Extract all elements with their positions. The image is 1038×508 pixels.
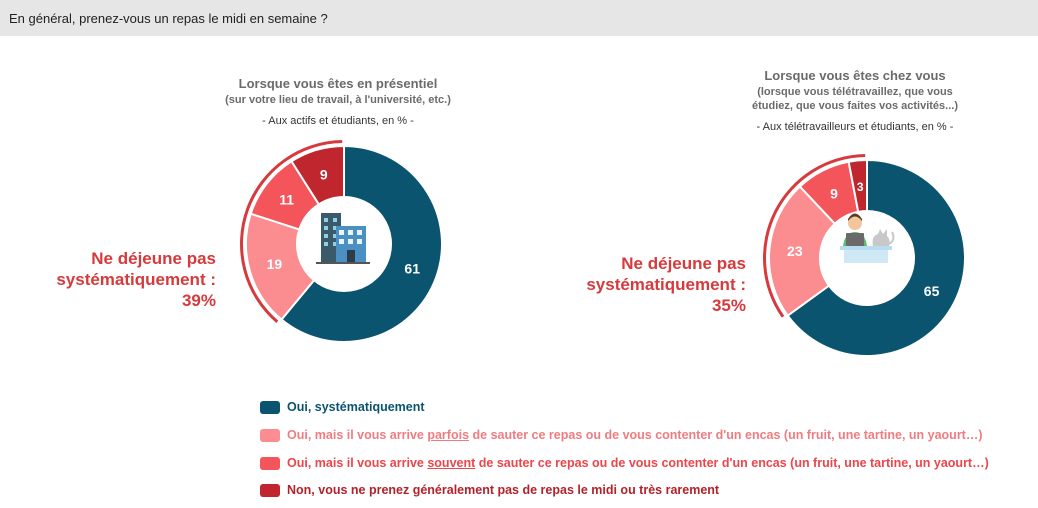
legend-swatch-non: [260, 484, 280, 497]
legend-swatch-parfois: [260, 429, 280, 442]
panel-1-callout-line2: systématiquement :: [56, 270, 216, 289]
panel-2-callout-line2: systématiquement :: [586, 275, 746, 294]
legend-swatch-oui: [260, 401, 280, 414]
panel-2-note: - Aux télétravailleurs et étudiants, en % -: [756, 121, 954, 133]
question-text: En général, prenez-vous un repas le midi en semaine ?: [9, 11, 328, 26]
donut-2-label-souvent: 9: [830, 185, 838, 202]
panel-1-subtitle: (sur votre lieu de travail, à l'université, etc.): [225, 94, 451, 106]
donut-1-label-non: 9: [319, 166, 328, 183]
donut-1-label-souvent: 11: [279, 191, 295, 208]
donut-2-label-parfois: 23: [787, 243, 803, 260]
panel-2-subtitle-line2: étudiez, que vous faites vos activités...): [751, 100, 958, 112]
panel-2-title: Lorsque vous êtes chez vous: [764, 68, 946, 83]
donut-1-label-parfois: 19: [266, 256, 283, 273]
legend-keyword-souvent: souvent: [427, 456, 476, 470]
person-at-laptop-with-cat-icon: [840, 214, 893, 264]
panel-1-note: - Aux actifs et étudiants, en % -: [262, 115, 414, 127]
panel-2-subtitle-line1: (lorsque vous télétravaillez, que vous: [757, 86, 953, 98]
legend-swatch-souvent: [260, 457, 280, 470]
panel-1-title: Lorsque vous êtes en présentiel: [238, 76, 438, 91]
legend-label-oui: Oui, systématiquement: [287, 400, 425, 414]
legend-label-parfois: Oui, mais il vous arrive parfois de sauter ce repas ou de vous contenter d'un encas (un fruit, une tartine, un yaourt…): [287, 428, 983, 442]
panel-2-callout-line1: Ne déjeune pas: [621, 254, 746, 273]
panel-1-callout-value: 39%: [181, 291, 216, 310]
donut-2-label-oui: 65: [923, 282, 940, 299]
legend-label-souvent: Oui, mais il vous arrive souvent de sauter ce repas ou de vous contenter d'un encas (un fruit, une tartine, un yaourt…): [287, 456, 989, 470]
panel-2-callout-value: 35%: [711, 296, 746, 315]
office-building-icon: [316, 213, 370, 264]
legend-label-non: Non, vous ne prenez généralement pas de repas le midi ou très rarement: [287, 483, 720, 497]
donut-2-label-non: 3: [856, 179, 864, 194]
panel-1-callout-line1: Ne déjeune pas: [91, 249, 216, 268]
donut-1-label-oui: 61: [404, 260, 421, 277]
legend-keyword-parfois: parfois: [427, 428, 470, 442]
